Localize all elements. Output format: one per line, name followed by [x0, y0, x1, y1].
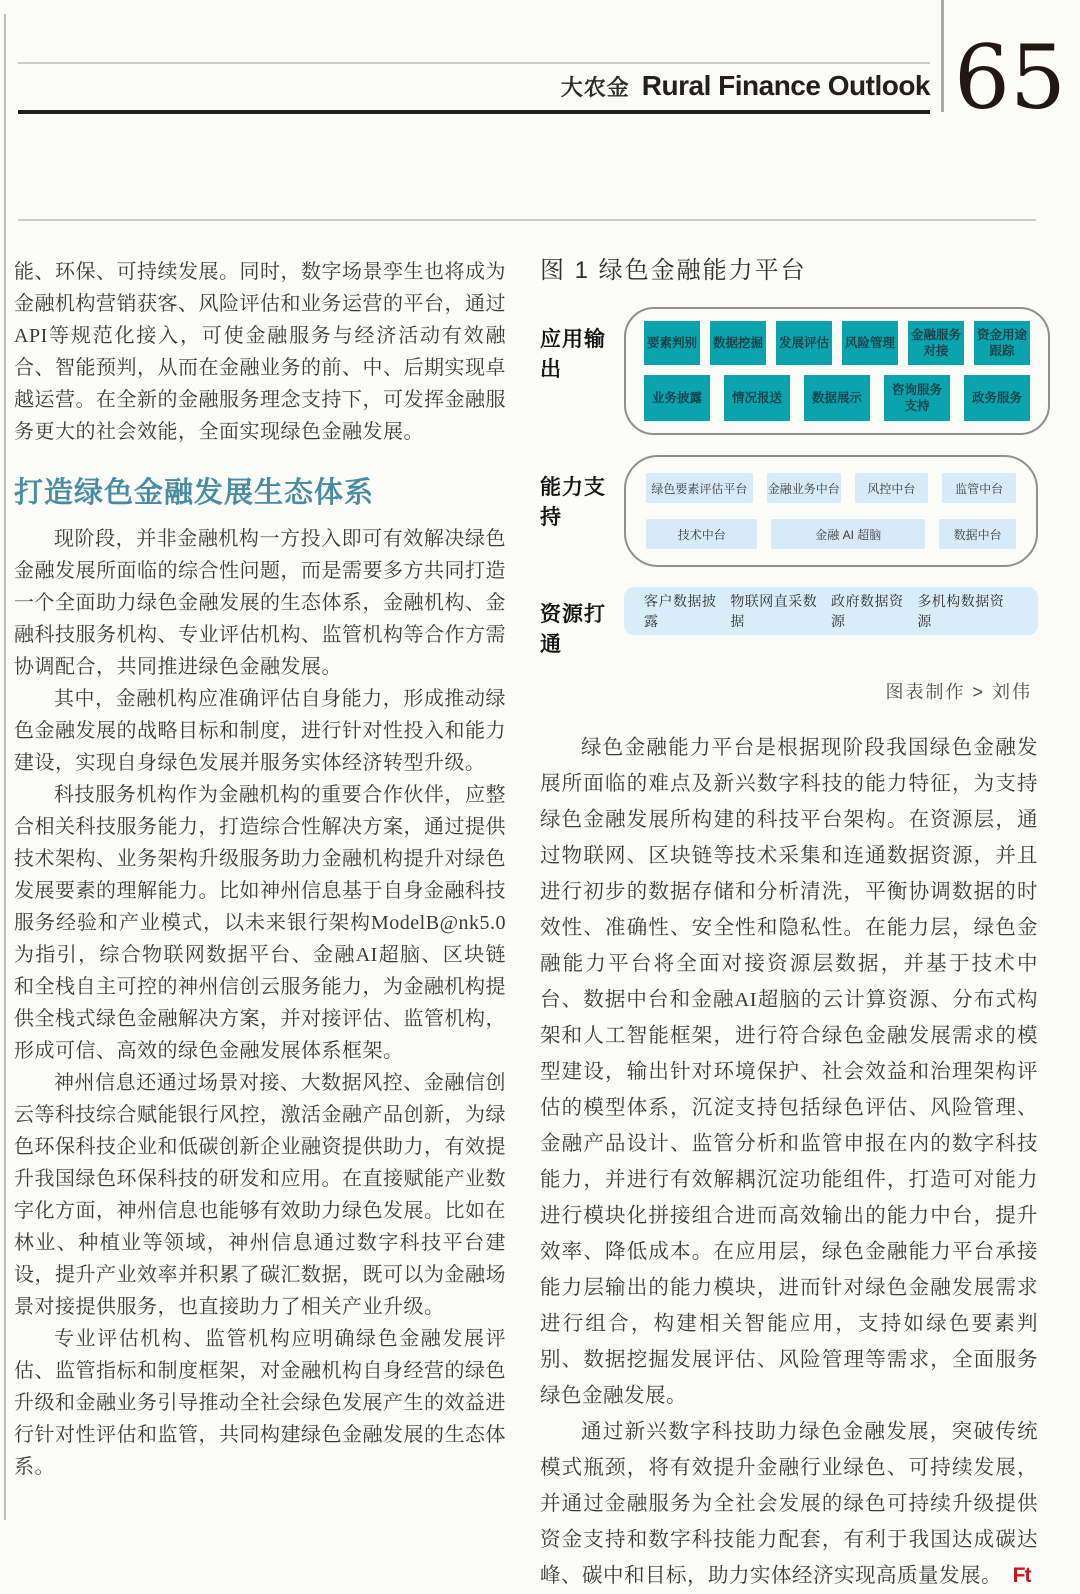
body-paragraph: 神州信息还通过场景对接、大数据风控、金融信创云等科技综合赋能银行风控，激活金融产品创新，为绿色环保科技企业和低碳创新企业融资提供助力，有效提升我国绿色环保科技的研发和应用。在直接赋能产业数字化方面，神州信息也能够有效助力绿色发展。比如在林业、种植业等领域，神州信息通过数字科技平台建设，提升产业效率并积累了碳汇数据，既可以为金融场景对接提供服务，也直接助力了相关产业升级。: [14, 1072, 506, 1318]
body-paragraph: 现阶段，并非金融机构一方投入即可有效解决绿色金融发展所面临的综合性问题，而是需要多方共同打造一个全面助力绿色金融发展的生态体系，金融机构、金融科技服务机构、专业评估机构、监管机构等合作方需协调配合，共同推进绿色金融发展。: [14, 528, 506, 678]
app-output-box: 数据展示: [804, 375, 870, 421]
figure-row-label: 能力支持: [540, 476, 606, 529]
journal-header: [561, 70, 930, 102]
figure-row-label: 应用输出: [540, 328, 606, 381]
journal-name-en: Rural Finance Outlook: [641, 70, 930, 101]
body-paragraph: 科技服务机构作为金融机构的重要合作伙伴，应整合相关科技服务能力，打造综合性解决方案，通过提供技术架构、业务架构升级服务助力金融机构提升对绿色发展要素的理解能力。比如神州信息基于自身金融科技服务经验和产业模式，以未来银行架构ModelB@nk5.0为指引，综合物联网数据平台、金融AI超脑、区块链和全栈自主可控的神州信创云服务能力，为金融机构提供全栈式绿色金融解决方案，并对接评估、监管机构，形成可信、高效的绿色金融发展体系框架。: [14, 784, 506, 1062]
figure-credit-name: 刘伟: [992, 682, 1032, 702]
header-rule-thin-bottom: [18, 219, 1036, 221]
header-rule-thin-top: [18, 62, 930, 64]
resources-band: [624, 587, 1038, 635]
article-end-mark: Ft: [1012, 1564, 1031, 1587]
resource-item: 物联网直采数据: [730, 593, 818, 629]
section-heading: 打造绿色金融发展生态体系: [14, 477, 375, 509]
capability-container: [624, 455, 1038, 567]
resource-item: 多机构数据资源: [917, 593, 1005, 629]
resource-item: 客户数据披露: [644, 593, 717, 629]
left-column: [14, 256, 506, 1483]
app-output-box: 资金用途跟踪: [974, 321, 1030, 365]
header-page-number-divider: [941, 0, 944, 112]
figure-section-capability: [540, 455, 1038, 567]
figure-credit-separator: >: [972, 682, 985, 702]
figure-section-resources: [540, 587, 1038, 658]
capability-box: 金融 AI 超脑: [771, 519, 925, 549]
capability-box: 风控中台: [855, 473, 929, 503]
journal-name-cn: 大农金: [560, 75, 630, 100]
figure-credit-label: 图表制作: [885, 682, 966, 702]
body-paragraph: 其中，金融机构应准确评估自身能力，形成推动绿色金融发展的战略目标和制度，进行针对性投入和能力建设，实现自身绿色发展并服务实体经济转型升级。: [14, 688, 506, 774]
app-output-box: 业务披露: [644, 375, 710, 421]
capability-box: 数据中台: [939, 519, 1016, 549]
capability-box: 技术中台: [646, 519, 757, 549]
capability-box: 监管中台: [942, 473, 1016, 503]
app-output-box: 金融服务对接: [908, 321, 964, 365]
figure-section-app-output: [540, 307, 1038, 435]
page-left-border: [4, 14, 6, 1520]
right-column: [540, 250, 1038, 1594]
page-number: 65: [954, 26, 1066, 129]
app-output-row-2: [644, 375, 1030, 421]
capability-box: 金融业务中台: [767, 473, 841, 503]
capability-row-1: [646, 473, 1016, 503]
body-paragraph: 专业评估机构、监管机构应明确绿色金融发展评估、监管指标和制度框架，对金融机构自身经营的绿色升级和金融业务引导推动全社会绿色发展产生的效益进行针对性评估和监管，共同构建绿色金融发展的生态体系。: [14, 1328, 506, 1478]
app-output-box: 咨询服务支持: [884, 375, 950, 421]
app-output-container: [624, 307, 1050, 435]
app-output-box: 数据挖掘: [710, 321, 766, 365]
app-output-box: 发展评估: [776, 321, 832, 365]
body-paragraph: 绿色金融能力平台是根据现阶段我国绿色金融发展所面临的难点及新兴数字科技的能力特征，为支持绿色金融发展所构建的科技平台架构。在资源层，通过物联网、区块链等技术采集和连通数据资源，并且进行初步的数据存储和分析清洗，平衡协调数据的时效性、准确性、安全性和隐私性。在能力层，绿色金融能力平台将全面对接资源层数据，并基于技术中台、数据中台和金融AI超脑的云计算资源、分布式构架和人工智能框架，进行符合绿色金融发展需求的模型建设，输出针对环境保护、社会效益和治理架构评估的模型体系，沉淀支持包括绿色评估、风险管理、金融产品设计、监管分析和监管申报在内的数字科技能力，并进行有效解耦沉淀功能组件，打造可对能力进行模块化拼接组合进而高效输出的能力中台，提升效率、降低成本。在应用层，绿色金融能力平台承接能力层输出的能力模块，进而针对绿色金融发展需求进行组合，构建相关智能应用，支持如绿色要素判别、数据挖掘发展评估、风险管理等需求，全面服务绿色金融发展。: [540, 737, 1038, 1407]
body-paragraph: 能、环保、可持续发展。同时，数字场景孪生也将成为金融机构营销获客、风险评估和业务运营的平台，通过API等规范化接入，可使金融服务与经济活动有效融合、智能预判，从而在金融业务的前、中、后期实现卓越运营。在全新的金融服务理念支持下，可发挥金融服务更大的社会效能，全面实现绿色金融发展。: [14, 261, 506, 443]
app-output-box: 政务服务: [964, 375, 1030, 421]
capability-box: 绿色要素评估平台: [646, 473, 753, 503]
app-output-row-1: [644, 321, 1030, 365]
app-output-box: 风险管理: [842, 321, 898, 365]
figure-credit: [540, 678, 1032, 704]
body-paragraph: [540, 1414, 1038, 1594]
body-paragraph-text: 通过新兴数字科技助力绿色金融发展，突破传统模式瓶颈，将有效提升金融行业绿色、可持续发展，并通过金融服务为全社会发展的绿色可持续升级提供资金支持和数字科技能力配套，有利于我国达成碳达峰、碳中和目标，助力实体经济实现高质量发展。: [540, 1421, 1038, 1587]
figure-row-label: 资源打通: [540, 603, 606, 656]
header-rule-thick: [18, 110, 930, 114]
app-output-box: 要素判别: [644, 321, 700, 365]
resource-item: 政府数据资源: [831, 593, 904, 629]
app-output-box: 情况报送: [724, 375, 790, 421]
capability-row-2: [646, 519, 1016, 549]
figure-title: 图 1 绿色金融能力平台: [540, 257, 807, 284]
